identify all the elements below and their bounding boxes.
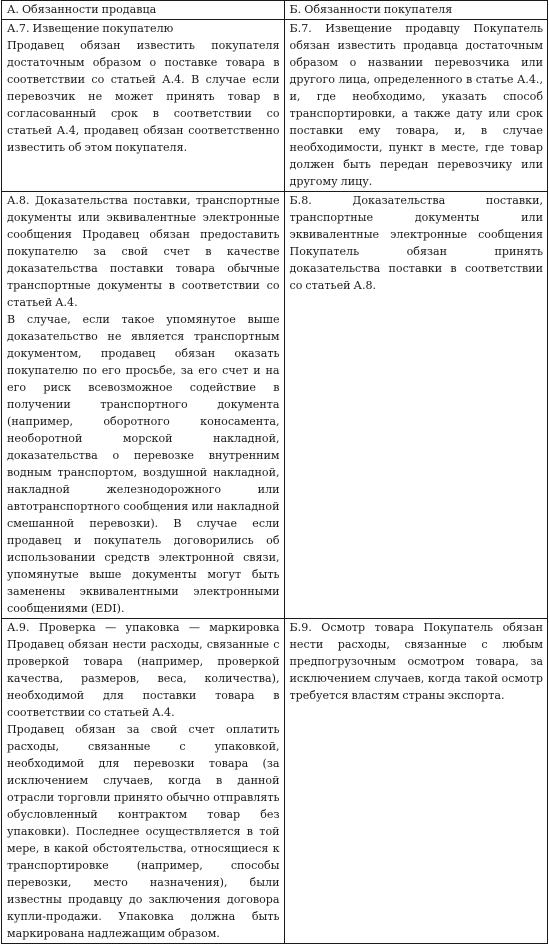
buyer-b9-text: Б.9. Осмотр товара Покупатель обязан нести расходы, связанные с любым предпогрузочным осмотром товара, за исключением случаев, когда такой осмотр требуется властям страны экспорта.	[289, 621, 543, 702]
buyer-b7-text: Б.7. Извещение продавцу Покупатель обязан известить продавца достаточным образом о названии перевозчика или другого лица, определенного в статье А.4., и, где необходимо, указать способ транспортировки, а также дату или срок поставки ему товара, и, в случае необходимости, пункт в месте, где товар должен быть передан перевозчику или другому лицу.	[289, 22, 543, 188]
seller-a9-text-1: А.9. Проверка — упаковка — маркировка Продавец обязан нести расходы, связанные с проверкой товара (например, проверкой качества, размеров, веса, количества), необходимой для поставки товара в соответствии со статьей А.4.	[7, 621, 280, 719]
seller-a7-heading: А.7. Извещение покупателю	[7, 22, 174, 35]
table-header-row	[2, 1, 548, 20]
table-row-7	[2, 20, 548, 192]
table-row-9	[2, 619, 548, 944]
seller-a8-text-1: А.8. Доказательства поставки, транспортные документы или эквивалентные электронные сообщения Продавец обязан предоставить покупателю за свой счет в качестве доказательства поставки товара обычные транспортные документы в соответствии со статьей А.4.	[7, 194, 280, 309]
seller-a7-text: Продавец обязан известить покупателя достаточным образом о поставке товара в соответствии со статьей А.4. В случае если перевозчик не может принять товар в согласованный срок в соответствии со статьей А.4, продавец обязан соответственно известить об этом покупателя.	[7, 39, 280, 154]
seller-a9-text-2: Продавец обязан за свой счет оплатить расходы, связанные с упаковкой, необходимой для перевозки товара (за исключением случаев, когда в данной отрасли торговли принято обычно отправлять обусловленный контрактом товар без упаковки). Последнее осуществляется в той мере, в какой обстоятельства, относящиеся к транспортировке (например, способы перевозки, место назначения), были известны продавцу до заключения договора купли-продажи. Упаковка должна быть маркирована надлежащим образом.	[7, 723, 280, 940]
column-header-seller: А. Обязанности продавца	[2, 1, 285, 20]
column-header-buyer: Б. Обязанности покупателя	[284, 1, 547, 20]
seller-a8-text-2: В случае, если такое упомянутое выше доказательство не является транспортным документом, продавец обязан оказать покупателю по его просьбе, за его счет и на его риск всевозможное содействие в получении транспортного документа (например, оборотного коносамента, необоротной морской накладной, доказательства о перевозке внутренним водным транспортом, воздушной накладной, накладной железнодорожного или автотранспортного сообщения или накладной смешанной перевозки). В случае если продавец и покупатель договорились об использовании средств электронной связи, упомянутые выше документы могут быть заменены эквивалентными электронными сообщениями (EDI).	[7, 313, 280, 615]
seller-cell-a8	[2, 192, 285, 619]
buyer-cell-b9	[284, 619, 547, 944]
buyer-cell-b8	[284, 192, 547, 619]
table-row-8	[2, 192, 548, 619]
buyer-cell-b7	[284, 20, 547, 192]
buyer-b8-text: Б.8. Доказательства поставки, транспортные документы или эквивалентные электронные сообщения Покупатель обязан принять доказательства поставки в соответствии со статьей А.8.	[289, 194, 543, 292]
seller-cell-a7	[2, 20, 285, 192]
seller-cell-a9	[2, 619, 285, 944]
obligations-table	[1, 0, 548, 944]
